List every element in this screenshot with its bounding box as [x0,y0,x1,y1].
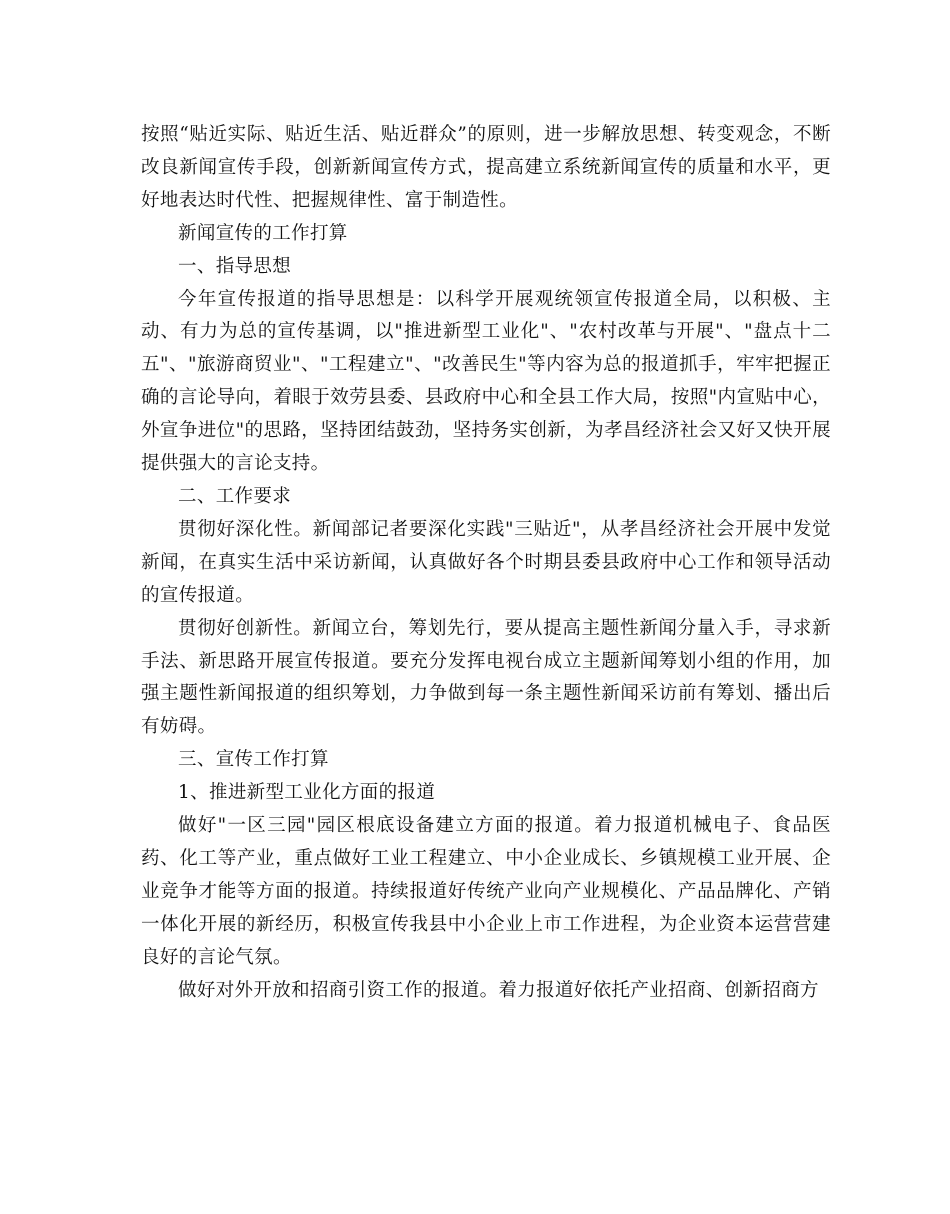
paragraph-depth: 贯彻好深化性。新闻部记者要深化实践"三贴近"，从孝昌经济社会开展中发觉新闻，在真实生活中采访新闻，认真做好各个时期县委县政府中心工作和领导活动的宣传报道。 [141,518,831,606]
paragraph-industrial-parks: 做好"一区三园"园区根底设备建立方面的报道。着力报道机械电子、食品医药、化工等产业，重点做好工业工程建立、中小企业成长、乡镇规模工业开展、企业竞争才能等方面的报道。持续报道好传统产业向产业规模化、产品品牌化、产销一体化开展的新经历，积极宣传我县中小企业上市工作进程，为企业资本运营营建良好的言论气氛。 [141,815,831,968]
paragraph-intro: 按照“贴近实际、贴近生活、贴近群众”的原则，进一步解放思想、转变观念，不断改良新闻宣传手段，创新新闻宣传方式，提高建立系统新闻宣传的质量和水平，更好地表达时代性、把握规律性、富于制造性。 [141,124,831,211]
paragraph-innovation: 贯彻好创新性。新闻立台，筹划先行，要从提高主题性新闻分量入手，寻求新手法、新思路开展宣传报道。要充分发挥电视台成立主题新闻筹划小组的作用，加强主题性新闻报道的组织筹划，力争做到每一条主题性新闻采访前有筹划、播出后有妨碍。 [141,617,831,738]
section-title-work-plan: 新闻宣传的工作打算 [178,222,348,244]
heading-work-requirements: 二、工作要求 [178,485,292,507]
subheading-industrialization: 1、推进新型工业化方面的报道 [178,782,436,804]
paragraph-guiding-ideology: 今年宣传报道的指导思想是：以科学开展观统领宣传报道全局，以积极、主动、有力为总的宣传基调，以"推进新型工业化"、"农村改革与开展"、"盘点十二五"、"旅游商贸业"、"工程建立"、"改善民生"等内容为总的报道抓手，牢牢把握正确的言论导向，着眼于效劳县委、县政府中心和全县工作大局，按照"内宣贴中心，外宣争进位"的思路，坚持团结鼓劲，坚持务实创新，为孝昌经济社会又好又快开展提供强大的言论支持。 [141,288,831,475]
paragraph-opening-up: 做好对外开放和招商引资工作的报道。着力报道好依托产业招商、创新招商方 [178,979,819,1001]
heading-publicity-plan: 三、宣传工作打算 [178,749,329,771]
heading-guiding-ideology: 一、指导思想 [178,255,292,277]
document-body [141,119,831,1007]
